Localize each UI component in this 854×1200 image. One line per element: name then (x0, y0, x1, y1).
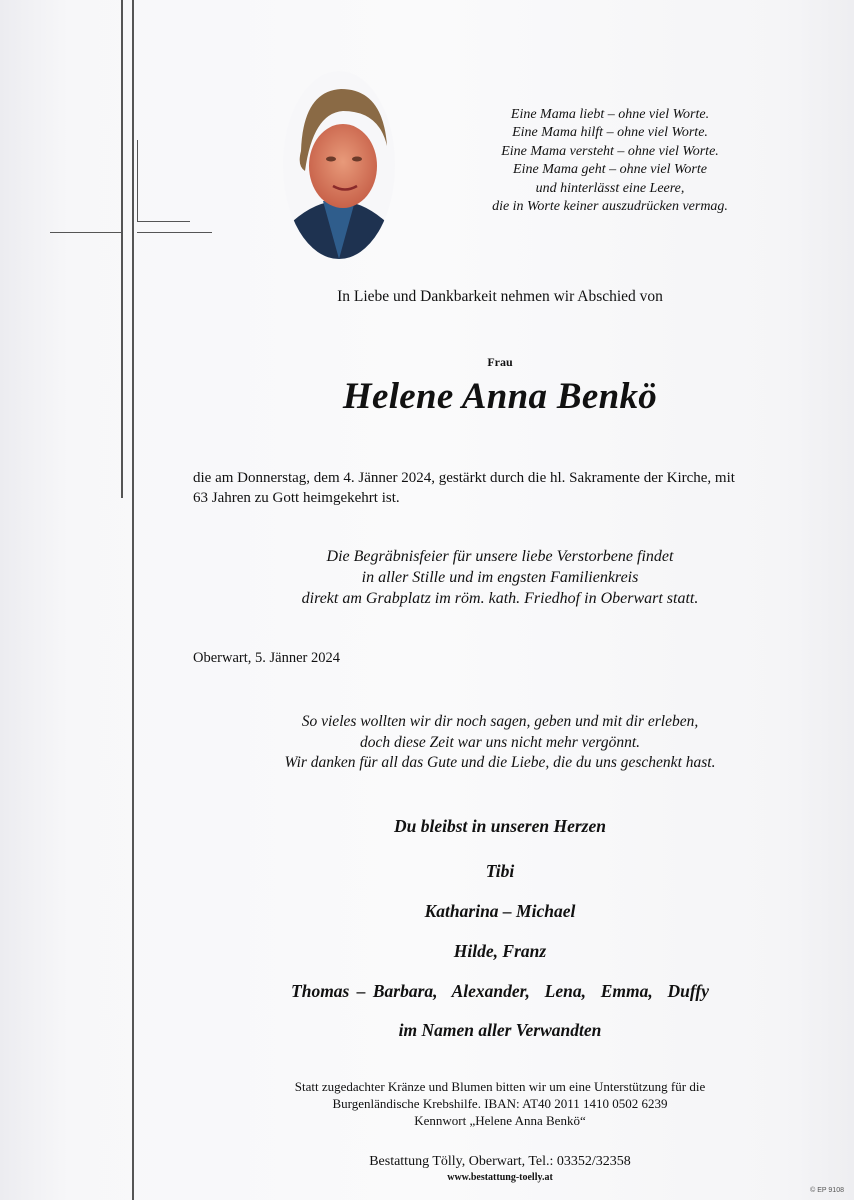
family-member: Thomas – Barbara, Alexander, Lena, Emma, Duffy (291, 981, 709, 1001)
donation-line: Burgenländische Krebshilfe. IBAN: AT40 2011 1410 0502 6239 (332, 1096, 668, 1111)
salutation: Frau (487, 355, 513, 369)
poem-line: die in Worte keiner auszudrücken vermag. (492, 199, 728, 215)
poem-line: Eine Mama versteht – ohne viel Worte. (501, 143, 719, 159)
funeral-info (200, 546, 800, 609)
family-member: Tibi (485, 861, 515, 881)
undertaker-website: www.bestattung-toelly.at (447, 1172, 553, 1183)
memorial-verse (200, 712, 800, 774)
death-notice (193, 468, 813, 508)
verse-line: Wir danken für all das Gute und die Liebe, die du uns geschenkt hast. (284, 754, 716, 771)
place-date: Oberwart, 5. Jänner 2024 (193, 650, 340, 666)
farewell-intro: In Liebe und Dankbarkeit nehmen wir Abschied von (337, 288, 663, 305)
verse-line: So vieles wollten wir dir noch sagen, geben und mit dir erleben, (301, 713, 699, 730)
death-notice-line: 63 Jahren zu Gott heimgekehrt ist. (193, 490, 400, 506)
family-closing: im Namen aller Verwandten (398, 1020, 602, 1040)
funeral-line: in aller Stille und im engsten Familienkreis (361, 569, 639, 586)
funeral-line: direkt am Grabplatz im röm. kath. Friedhof in Oberwart statt. (301, 590, 699, 607)
form-code: © EP 9108 (810, 1187, 844, 1194)
family-heading: Du bleibst in unseren Herzen (394, 816, 606, 836)
poem-line: und hinterlässt eine Leere, (535, 180, 685, 196)
death-notice-line: die am Donnerstag, dem 4. Jänner 2024, gestärkt durch die hl. Sakramente der Kirche, mit (193, 470, 735, 486)
verse-line: doch diese Zeit war uns nicht mehr vergönnt. (359, 733, 641, 751)
undertaker-contact: Bestattung Tölly, Oberwart, Tel.: 03352/32358 (369, 1154, 631, 1169)
family-member: Katharina – Michael (424, 901, 576, 921)
family-member: Hilde, Franz (453, 941, 547, 961)
donation-line: Kennwort „Helene Anna Benkö“ (414, 1113, 586, 1128)
donation-request (200, 1078, 800, 1129)
poem (430, 106, 790, 216)
poem-line: Eine Mama liebt – ohne viel Worte. (510, 107, 710, 122)
portrait-photo (283, 71, 395, 259)
deceased-name: Helene Anna Benkö (342, 376, 658, 417)
funeral-line: Die Begräbnisfeier für unsere liebe Verstorbene findet (326, 548, 674, 565)
poem-line: Eine Mama geht – ohne viel Worte (513, 162, 707, 178)
donation-line: Statt zugedachter Kränze und Blumen bitten wir um eine Unterstützung für die (294, 1079, 706, 1094)
poem-line: Eine Mama hilft – ohne viel Worte. (512, 125, 708, 141)
